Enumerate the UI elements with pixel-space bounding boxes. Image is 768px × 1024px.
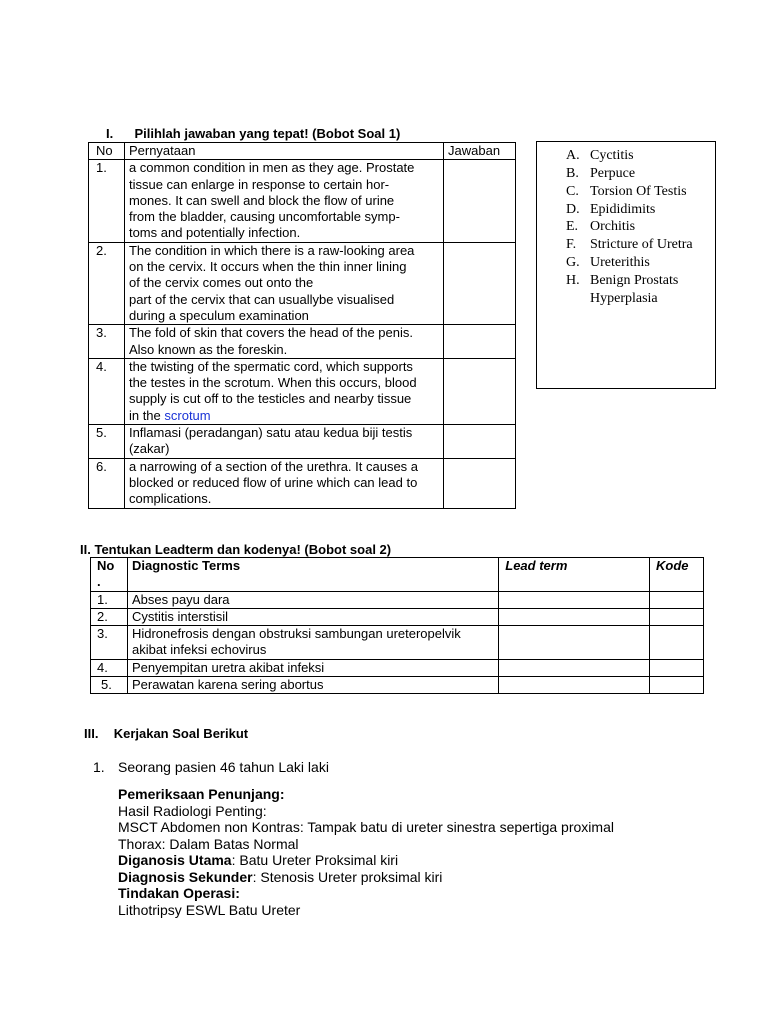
radiology-label: Hasil Radiologi Penting: xyxy=(118,802,267,819)
section2-title: Tentukan Leadterm dan kodenya! (Bobot soal 2) xyxy=(94,542,392,557)
statement-line: The fold of skin that covers the head of the penis. xyxy=(128,325,413,341)
row-term xyxy=(127,608,498,625)
row-term xyxy=(127,659,498,676)
section1-number: I. xyxy=(106,126,114,141)
table-row xyxy=(89,160,516,242)
option-text: Torsion Of Testis xyxy=(590,184,687,199)
lead-term-cell[interactable] xyxy=(499,608,650,625)
statement-line: part of the cervix that can usuallybe visualised xyxy=(128,291,395,307)
secondary-diagnosis xyxy=(118,869,614,886)
main-diagnosis-value: : Batu Ureter Proksimal kiri xyxy=(231,852,399,868)
header-answer: Jawaban xyxy=(444,143,516,160)
table-row xyxy=(89,242,516,324)
row-term xyxy=(127,626,498,660)
row-no: 3. xyxy=(91,626,128,660)
option-letter: F. xyxy=(566,237,577,252)
table-row xyxy=(91,677,704,694)
statement-line: from the bladder, causing uncomfortable symp- xyxy=(128,209,400,225)
statement-line: Inflamasi (peradangan) satu atau kedua biji testis xyxy=(128,425,413,441)
code-cell[interactable] xyxy=(650,677,704,694)
term-line: Penyempitan uretra akibat infeksi xyxy=(131,659,325,675)
statement-line: Also known as the foreskin. xyxy=(128,341,288,357)
option-letter: B. xyxy=(566,166,579,181)
thorax-result: Thorax: Dalam Batas Normal xyxy=(118,835,299,852)
diagnostic-table-header xyxy=(91,558,704,592)
section3-heading xyxy=(84,726,248,741)
section1-heading xyxy=(106,126,400,141)
term-line: Cystitis interstisil xyxy=(131,608,229,624)
option-letter: A. xyxy=(566,148,580,163)
statement-line: blocked or reduced flow of urine which can lead to xyxy=(128,474,418,490)
section2-number: II. xyxy=(80,542,91,557)
row-no: 6. xyxy=(89,458,125,508)
row-statement xyxy=(124,458,443,508)
row-no: 5. xyxy=(89,425,125,459)
option-a xyxy=(566,147,634,165)
answer-cell[interactable] xyxy=(444,425,516,459)
answer-cell[interactable] xyxy=(444,325,516,359)
code-cell[interactable] xyxy=(650,626,704,660)
msct-result: MSCT Abdomen non Kontras: Tampak batu di ureter sinestra sepertiga proximal xyxy=(118,819,614,835)
lead-term-cell[interactable] xyxy=(499,677,650,694)
option-letter: D. xyxy=(566,202,580,217)
answer-cell[interactable] xyxy=(444,160,516,242)
section2-heading xyxy=(80,542,391,557)
term-line: Hidronefrosis dengan obstruksi sambungan ureteropelvik xyxy=(131,626,461,642)
table-row xyxy=(89,325,516,359)
case-intro: Seorang pasien 46 tahun Laki laki xyxy=(118,759,329,775)
statement-line: on the cervix. It occurs when the thin inner lining xyxy=(128,259,407,275)
statement-line: the twisting of the spermatic cord, which supports xyxy=(128,358,413,374)
secondary-diagnosis-value: : Stenosis Ureter proksimal kiri xyxy=(252,868,443,885)
table-row xyxy=(89,358,516,424)
term-line: akibat infeksi echovirus xyxy=(131,642,267,658)
header-no: No xyxy=(89,143,125,160)
header-code: Kode xyxy=(650,558,704,592)
answer-options-box xyxy=(536,141,716,389)
option-letter: G. xyxy=(566,255,580,270)
table-row xyxy=(89,425,516,459)
header-no xyxy=(91,558,128,592)
row-statement xyxy=(124,160,443,242)
table-row xyxy=(89,458,516,508)
header-lead-term: Lead term xyxy=(499,558,650,592)
term-line: Abses payu dara xyxy=(131,591,230,607)
statement-line: a narrowing of a section of the urethra. It causes a xyxy=(128,458,419,474)
header-no-text: No xyxy=(97,558,115,573)
row-no: 1. xyxy=(89,160,125,242)
header-terms: Diagnostic Terms xyxy=(127,558,498,592)
row-statement xyxy=(124,325,443,359)
row-term xyxy=(127,591,498,608)
lead-term-cell[interactable] xyxy=(499,659,650,676)
statement-line xyxy=(129,408,439,424)
option-f xyxy=(566,236,693,254)
option-text: Stricture of Uretra xyxy=(590,237,693,252)
section3-title: Kerjakan Soal Berikut xyxy=(113,726,249,741)
statement-line: of the cervix comes out onto the xyxy=(128,275,314,291)
option-text: Ureterithis xyxy=(590,255,650,270)
option-text: Epididimits xyxy=(590,202,656,217)
option-text-line: Hyperplasia xyxy=(590,291,658,306)
statement-line: mones. It can swell and block the flow of urine xyxy=(128,192,395,208)
row-no: 5. xyxy=(91,677,128,694)
question-table-header xyxy=(89,143,516,160)
row-no: 4. xyxy=(91,659,128,676)
secondary-diagnosis-label: Diagnosis Sekunder xyxy=(118,868,253,885)
option-g xyxy=(566,254,650,272)
statement-line: complications. xyxy=(128,491,212,507)
section3-number: III. xyxy=(84,726,99,741)
statement-line: the testes in the scrotum. When this occurs, blood xyxy=(128,375,417,391)
case-details xyxy=(118,786,614,918)
statement-line: supply is cut off to the testicles and nearby tissue xyxy=(128,391,412,407)
option-text-line: Benign Prostats xyxy=(590,273,679,288)
statement-line: toms and potentially infection. xyxy=(128,225,301,241)
table-row xyxy=(91,608,704,625)
code-cell[interactable] xyxy=(650,591,704,608)
code-cell[interactable] xyxy=(650,659,704,676)
row-no: 4. xyxy=(89,358,125,424)
lead-term-cell[interactable] xyxy=(499,626,650,660)
row-statement xyxy=(124,358,443,424)
option-h xyxy=(566,272,678,308)
option-letter: E. xyxy=(566,219,579,234)
statement-line: The condition in which there is a raw-looking area xyxy=(128,242,415,258)
option-letter: C. xyxy=(566,184,579,199)
code-cell[interactable] xyxy=(650,608,704,625)
statement-text: in the xyxy=(128,407,165,423)
lead-term-cell[interactable] xyxy=(499,591,650,608)
operation-value: Lithotripsy ESWL Batu Ureter xyxy=(118,901,301,918)
table-row xyxy=(91,659,704,676)
answer-cell[interactable] xyxy=(444,242,516,324)
option-text: Orchitis xyxy=(590,219,636,234)
statement-line: tissue can enlarge in response to certain hor- xyxy=(128,176,390,192)
header-statement: Pernyataan xyxy=(124,143,443,160)
option-letter: H. xyxy=(566,273,580,288)
term-line: Perawatan karena sering abortus xyxy=(131,677,324,693)
statement-line: during a speculum examination xyxy=(128,307,309,323)
option-b xyxy=(566,165,635,183)
answer-cell[interactable] xyxy=(444,458,516,508)
scrotum-link[interactable]: scrotum xyxy=(164,407,211,423)
row-no: 3. xyxy=(89,325,125,359)
main-diagnosis-label: Diganosis Utama xyxy=(118,852,232,868)
option-c xyxy=(566,183,687,201)
option-text: Perpuce xyxy=(590,166,636,181)
row-no: 1. xyxy=(91,591,128,608)
question-table xyxy=(88,142,516,509)
table-row xyxy=(91,591,704,608)
row-term xyxy=(127,677,498,694)
answer-cell[interactable] xyxy=(444,358,516,424)
row-statement xyxy=(124,242,443,324)
table-row xyxy=(91,626,704,660)
header-no-dot: . xyxy=(97,574,101,590)
row-no: 2. xyxy=(91,608,128,625)
operation-label: Tindakan Operasi: xyxy=(118,885,240,901)
option-text: Cyctitis xyxy=(590,148,634,163)
option-d xyxy=(566,201,655,219)
section1-title: Pilihlah jawaban yang tepat! (Bobot Soal 1) xyxy=(134,126,401,141)
option-text xyxy=(590,272,678,308)
case-item-number: 1. xyxy=(93,759,105,775)
row-no: 2. xyxy=(89,242,125,324)
main-diagnosis xyxy=(118,852,614,869)
statement-line: a common condition in men as they age. Prostate xyxy=(128,160,415,176)
row-statement xyxy=(124,425,443,459)
diagnostic-table xyxy=(90,557,704,694)
support-label: Pemeriksaan Penunjang: xyxy=(118,786,285,802)
option-e xyxy=(566,218,635,236)
statement-line: (zakar) xyxy=(128,441,170,457)
